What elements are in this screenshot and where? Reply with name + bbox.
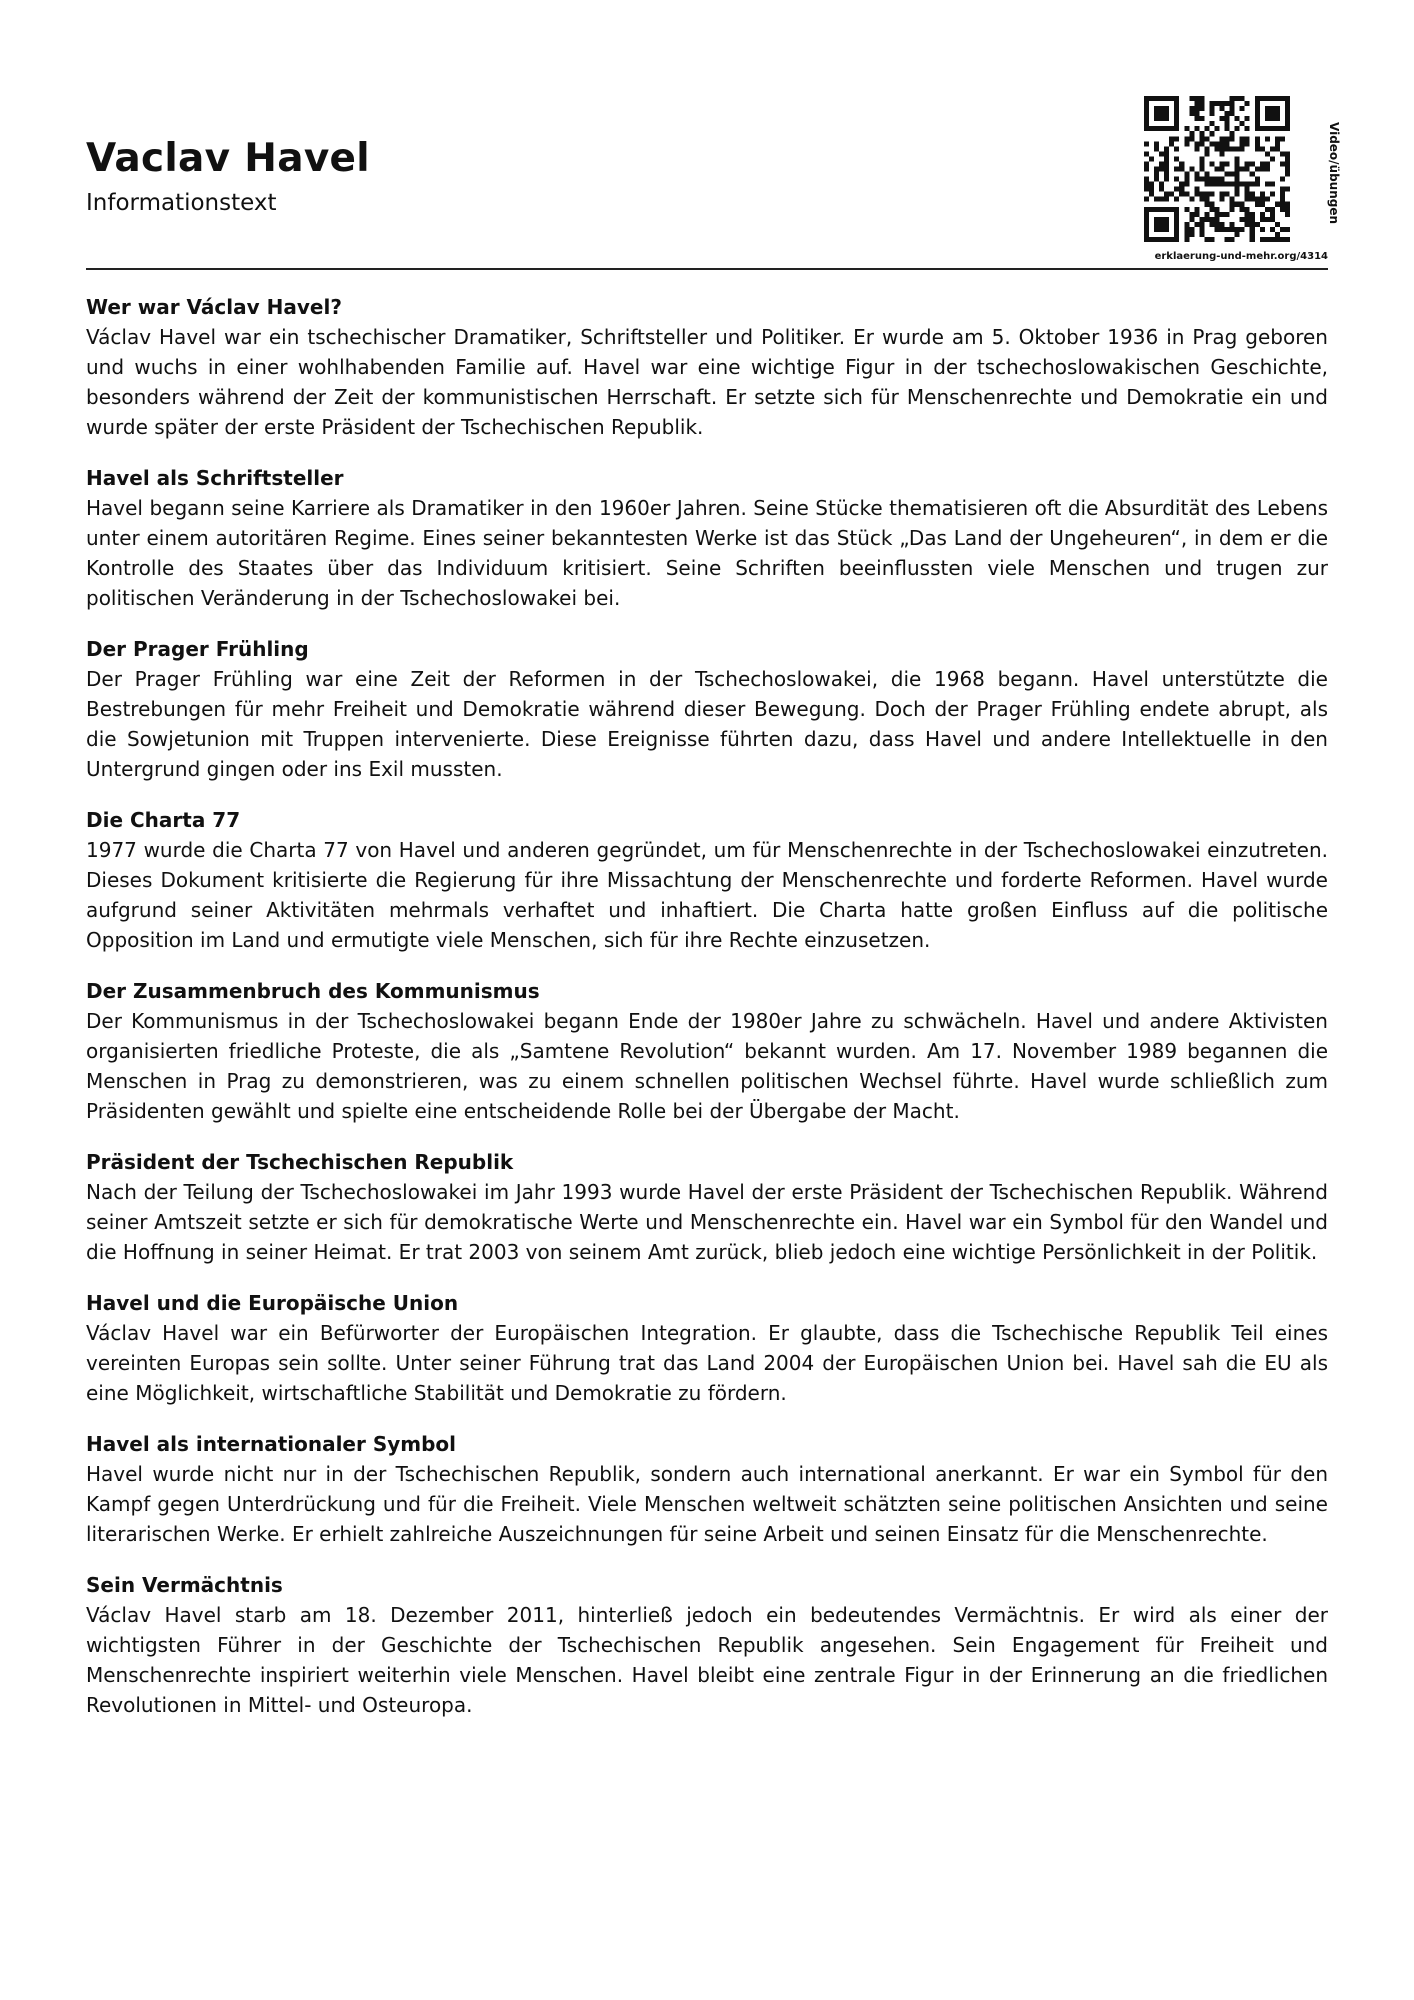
section-vermaechtnis (86, 1570, 1328, 1720)
section-prager-fruehling (86, 634, 1328, 784)
section-text: 1977 wurde die Charta 77 von Havel und anderen gegründet, um für Menschenrechte in der Tschechoslowakei einzutreten. Dieses Dokument kritisierte die Regierung für ihre Missachtung der Menschenrechte und forderte Reformen. Havel wurde aufgrund seiner Aktivitäten mehrmals verhaftet und inhaftiert. Die Charta hatte großen Einfluss auf die politische Opposition im Land und ermutigte viele Menschen, sich für ihre Rechte einzusetzen. (86, 838, 1328, 952)
qr-side-label: Video/übungen (1327, 122, 1341, 225)
section-text: Václav Havel war ein tschechischer Dramatiker, Schriftsteller und Politiker. Er wurde am 5. Oktober 1936 in Prag geboren und wuchs in einer wohlhabenden Familie auf. Havel war eine wichtige Figur in der tschechoslowakischen Geschichte, besonders während der Zeit der kommunistischen Herrschaft. Er setzte sich für Menschenrechte und Demokratie ein und wurde später der erste Präsident der Tschechischen Republik. (86, 325, 1328, 439)
section-heading: Havel als internationaler Symbol (86, 1432, 457, 1456)
section-heading: Wer war Václav Havel? (86, 295, 342, 319)
qr-code[interactable] (1144, 96, 1290, 242)
section-heading: Havel und die Europäische Union (86, 1291, 459, 1315)
page-subtitle: Informationstext (86, 190, 277, 216)
section-zusammenbruch (86, 976, 1328, 1126)
section-text: Václav Havel war ein Befürworter der Europäischen Integration. Er glaubte, dass die Tschechische Republik Teil eines vereinten Europas sein sollte. Unter seiner Führung trat das Land 2004 der Europäischen Union bei. Havel sah die EU als eine Möglichkeit, wirtschaftliche Stabilität und Demokratie zu fördern. (86, 1321, 1328, 1405)
article-body (86, 292, 1328, 1741)
section-heading: Sein Vermächtnis (86, 1573, 283, 1597)
section-schriftsteller (86, 463, 1328, 613)
section-heading: Präsident der Tschechischen Republik (86, 1150, 514, 1174)
section-internationales-symbol (86, 1429, 1328, 1549)
section-text: Havel wurde nicht nur in der Tschechischen Republik, sondern auch international anerkannt. Er war ein Symbol für den Kampf gegen Unterdrückung und für die Freiheit. Viele Menschen weltweit schätzten seine politischen Ansichten und seine literarischen Werke. Er erhielt zahlreiche Auszeichnungen für seine Arbeit und seinen Einsatz für die Menschenrechte. (86, 1462, 1328, 1546)
section-text: Havel begann seine Karriere als Dramatiker in den 1960er Jahren. Seine Stücke thematisieren oft die Absurdität des Lebens unter einem autoritären Regime. Eines seiner bekanntesten Werke ist das Stück „Das Land der Ungeheuren“, in dem er die Kontrolle des Staates über das Individuum kritisiert. Seine Schriften beeinflussten viele Menschen und trugen zur politischen Veränderung in der Tschechoslowakei bei. (86, 496, 1328, 610)
section-heading: Die Charta 77 (86, 808, 241, 832)
page-title: Vaclav Havel (86, 136, 370, 181)
section-heading: Havel als Schriftsteller (86, 466, 344, 490)
section-text: Der Kommunismus in der Tschechoslowakei begann Ende der 1980er Jahre zu schwächeln. Havel und andere Aktivisten organisierten friedliche Proteste, die als „Samtene Revolution“ bekannt wurden. Am 17. November 1989 begannen die Menschen in Prag zu demonstrieren, was zu einem schnellen politischen Wechsel führte. Havel wurde schließlich zum Präsidenten gewählt und spielte eine entscheidende Rolle bei der Übergabe der Macht. (86, 1009, 1328, 1123)
section-charta-77 (86, 805, 1328, 955)
section-heading: Der Zusammenbruch des Kommunismus (86, 979, 540, 1003)
header-divider (86, 268, 1328, 270)
section-europaeische-union (86, 1288, 1328, 1408)
section-text: Václav Havel starb am 18. Dezember 2011, hinterließ jedoch ein bedeutendes Vermächtnis. Er wird als einer der wichtigsten Führer in der Geschichte der Tschechischen Republik angesehen. Sein Engagement für Freiheit und Menschenrechte inspiriert weiterhin viele Menschen. Havel bleibt eine zentrale Figur in der Erinnerung an die friedlichen Revolutionen in Mittel- und Osteuropa. (86, 1603, 1328, 1717)
page-header (86, 0, 1341, 268)
qr-code-image (1144, 96, 1290, 242)
section-praesident (86, 1147, 1328, 1267)
section-text: Nach der Teilung der Tschechoslowakei im Jahr 1993 wurde Havel der erste Präsident der Tschechischen Republik. Während seiner Amtszeit setzte er sich für demokratische Werte und Menschenrechte ein. Havel war ein Symbol für den Wandel und die Hoffnung in seiner Heimat. Er trat 2003 von seinem Amt zurück, blieb jedoch eine wichtige Persönlichkeit in der Politik. (86, 1180, 1328, 1264)
section-wer-war-havel (86, 292, 1328, 442)
section-heading: Der Prager Frühling (86, 637, 309, 661)
section-text: Der Prager Frühling war eine Zeit der Reformen in der Tschechoslowakei, die 1968 begann. Havel unterstützte die Bestrebungen für mehr Freiheit und Demokratie während dieser Bewegung. Doch der Prager Frühling endete abrupt, als die Sowjetunion mit Truppen intervenierte. Diese Ereignisse führten dazu, dass Havel und andere Intellektuelle in den Untergrund gingen oder ins Exil mussten. (86, 667, 1328, 781)
source-url[interactable]: erklaerung-und-mehr.org/4314 (1154, 251, 1328, 262)
